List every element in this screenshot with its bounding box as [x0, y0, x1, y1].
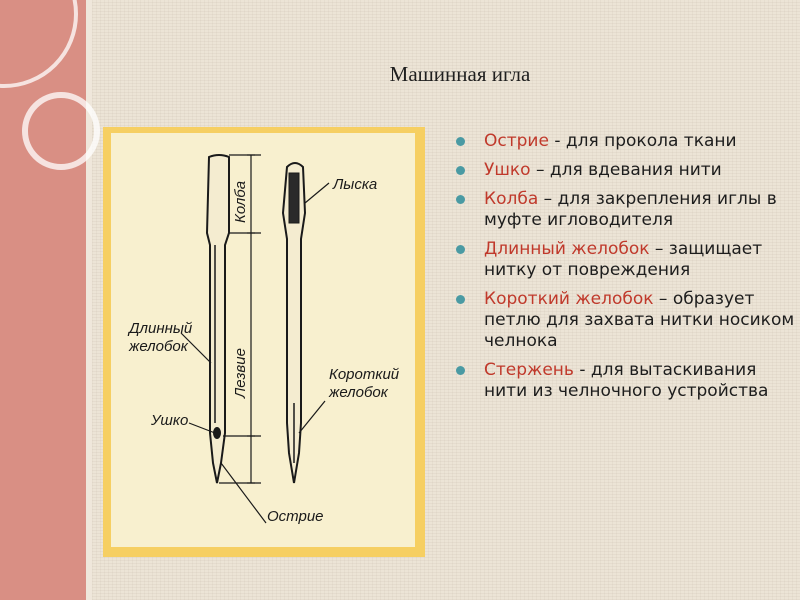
needle-figure-frame — [103, 127, 425, 557]
needle-front-view — [283, 163, 329, 483]
list-item: Острие - для прокола ткани — [456, 131, 796, 152]
label-ostrie: Острие — [267, 508, 324, 525]
label-kolba: Колба — [232, 180, 249, 223]
needle-figure — [111, 133, 415, 547]
list-item: Короткий желобок – образует петлю для захвата нитки носиком челнока — [456, 289, 796, 352]
label-dlinnyi-1: Длинный — [129, 320, 193, 337]
bullet-dot-icon — [456, 137, 465, 146]
bullet-dot-icon — [456, 295, 465, 304]
needle-diagram — [111, 133, 415, 547]
slide-title: Машинная игла — [389, 62, 531, 86]
list-item: Ушко – для вдевания нити — [456, 160, 796, 181]
decorative-divider-line — [86, 0, 92, 600]
label-dlinnyi-2: желобок — [129, 338, 188, 355]
label-lezvie: Лезвие — [232, 348, 249, 398]
list-item: Стержень - для вытаскивания нити из челночного устройства — [456, 360, 796, 402]
decorative-circle-small — [22, 92, 100, 170]
list-item: Длинный желобок – защищает нитку от повреждения — [456, 239, 796, 281]
needle-parts-list — [456, 131, 796, 410]
label-ushko: Ушко — [151, 412, 189, 429]
bullet-dot-icon — [456, 245, 465, 254]
label-korotkii-1: Короткий — [329, 366, 400, 383]
bullet-dot-icon — [456, 366, 465, 375]
label-korotkii-2: желобок — [329, 384, 388, 401]
bullet-dot-icon — [456, 195, 465, 204]
needle-side-view — [207, 155, 229, 483]
label-lyska: Лыска — [333, 176, 378, 193]
bullet-dot-icon — [456, 166, 465, 175]
list-item: Колба – для закрепления иглы в муфте игловодителя — [456, 189, 796, 231]
decorative-left-band — [0, 0, 86, 600]
